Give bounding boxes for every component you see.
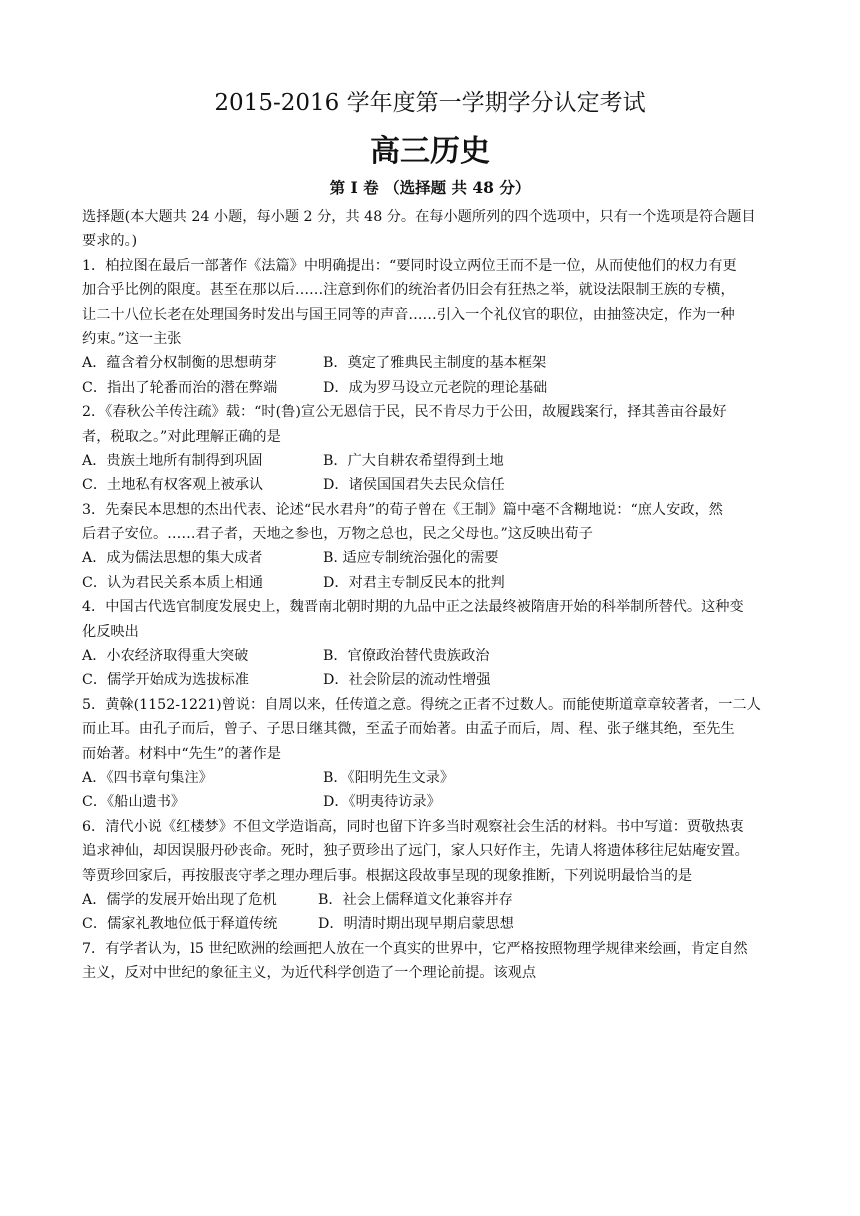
option-b: B．官僚政治替代贵族政治: [323, 648, 490, 665]
question-stem-line: 追求神仙，却因误服丹砂丧命。死时，独子贾珍出了远门，家人只好作主，先请人将遗体移往尼姑庵安置。: [82, 843, 749, 860]
section-heading: 第 I 卷 （选择题 共 48 分）: [329, 178, 531, 197]
question-stem-line: 等贾珍回家后，再按服丧守孝之理办理后事。根据这段故事呈现的现象推断，下列说明最恰当的是: [82, 867, 693, 884]
option-a: A．小农经济取得重大突破: [82, 648, 249, 665]
question-6: [82, 815, 790, 937]
question-stem-line: 3．先秦民本思想的杰出代表、论述“民水君舟”的荀子曾在《王制》篇中毫不含糊地说：“庶人安政，然: [82, 501, 723, 518]
option-row: [82, 790, 790, 814]
instructions-line: 选择题(本大题共 24 小题，每小题 2 分，共 48 分。在每小题所列的四个选项中，只有一个选项是符合题目: [82, 209, 756, 225]
question-stem-line: 约束。”这一主张: [82, 330, 182, 347]
option-c: C．指出了轮番而治的潜在弊端: [82, 379, 278, 396]
question-stem-line: 6．清代小说《红楼梦》不但文学造诣高，同时也留下许多当时观察社会生活的材料。书中写道：贾敬热衷: [82, 818, 744, 835]
question-1: [82, 254, 790, 400]
option-row: [82, 376, 790, 400]
question-stem-line: 主义，反对中世纪的象征主义，为近代科学创造了一个理论前提。该观点: [82, 965, 537, 982]
question-stem-line: 5．黄榦(1152-1221)曾说：自周以来，任传道之意。得统之正者不过数人。而能使斯道章章较著者，一二人: [82, 696, 761, 713]
question-stem-line: 后君子安位。……君子者，天地之参也，万物之总也，民之父母也。”这反映出荀子: [82, 526, 593, 543]
option-a: A．蕴含着分权制衡的思想萌芽: [82, 355, 277, 372]
option-b: B．奠定了雅典民主制度的基本框架: [323, 355, 547, 372]
question-5: [82, 693, 790, 815]
question-stem-line: 7．有学者认为，l5 世纪欧洲的绘画把人放在一个真实的世界中，它严格按照物理学规律来绘画，肯定自然: [82, 940, 748, 957]
question-stem-line: 者，税取之。”对此理解正确的是: [82, 428, 281, 445]
option-d: D．成为罗马设立元老院的理论基础: [323, 379, 548, 396]
option-d: D．诸侯国国君失去民众信任: [323, 477, 505, 494]
option-row: [82, 766, 790, 790]
option-a: A．成为儒法思想的集大成者: [82, 550, 263, 567]
option-row: [82, 351, 790, 375]
question-3: [82, 498, 790, 596]
question-stem-line: 化反映出: [82, 623, 139, 640]
option-c: C．儒家礼教地位低于释道传统: [82, 916, 278, 933]
question-stem-line: 1．柏拉图在最后一部著作《法篇》中明确提出：“要同时设立两位王而不是一位，从而使他们的权力有更: [82, 257, 737, 274]
option-row: [82, 449, 790, 473]
option-row: [82, 473, 790, 497]
question-stem-line: 而始著。材料中“先生”的著作是: [82, 745, 281, 762]
option-c: C．儒学开始成为选拔标准: [82, 672, 249, 689]
option-b: B．社会上儒释道文化兼容并存: [318, 891, 513, 908]
option-row: [82, 644, 790, 668]
instructions-line: 要求的。): [82, 233, 138, 250]
option-c: C．认为君民关系本质上相通: [82, 574, 264, 591]
exam-body: [82, 205, 790, 986]
option-d: D．社会阶层的流动性增强: [323, 672, 491, 689]
subject-title: 高三历史: [370, 134, 490, 169]
option-row: [82, 668, 790, 692]
option-d: D．明清时期出现早期启蒙思想: [318, 916, 514, 933]
question-4: [82, 595, 790, 693]
option-row: [82, 912, 790, 936]
option-b: B．广大自耕农希望得到土地: [323, 452, 504, 469]
option-row: [82, 571, 790, 595]
option-d: D．《明夷待访录》: [323, 794, 441, 811]
question-stem-line: 4．中国古代选官制度发展史上，魏晋南北朝时期的九品中正之法最终被隋唐开始的科举制所替代。这种变: [82, 599, 744, 616]
question-stem-line: 而止耳。由孔子而后，曾子、子思日继其微，至孟子而始著。由孟子而后，周、程、张子继其绝，至先生: [82, 721, 735, 738]
exam-title: 2015-2016 学年度第一学期学分认定考试: [214, 90, 646, 116]
option-a: A．儒学的发展开始出现了危机: [82, 891, 277, 908]
option-c: C．土地私有权客观上被承认: [82, 477, 264, 494]
option-d: D．对君主专制反民本的批判: [323, 574, 505, 591]
question-stem-line: 让二十八位长老在处理国务时发出与国王同等的声音……引入一个礼仪官的职位，由抽签决定，作为一种: [82, 306, 735, 323]
option-a: A．贵族土地所有制得到巩固: [82, 452, 263, 469]
option-row: [82, 546, 790, 570]
question-2: [82, 400, 790, 498]
option-a: A．《四书章句集注》: [82, 769, 213, 786]
question-stem-line: 加合乎比例的限度。甚至在那以后……注意到你们的统治者仍旧会有狂热之举，就设法限制王族的专横，: [82, 282, 735, 299]
option-c: C．《船山遗书》: [82, 794, 186, 811]
question-7: [82, 937, 790, 986]
option-row: [82, 888, 790, 912]
option-b: B．《阳明先生文录》: [323, 769, 455, 786]
question-stem-line: 2．《春秋公羊传注疏》载：“时(鲁)宣公无恩信于民，民不肯尽力于公田，故履践案行，择其善亩谷最好: [82, 404, 727, 421]
option-b: B. 适应专制统治强化的需要: [323, 550, 499, 567]
